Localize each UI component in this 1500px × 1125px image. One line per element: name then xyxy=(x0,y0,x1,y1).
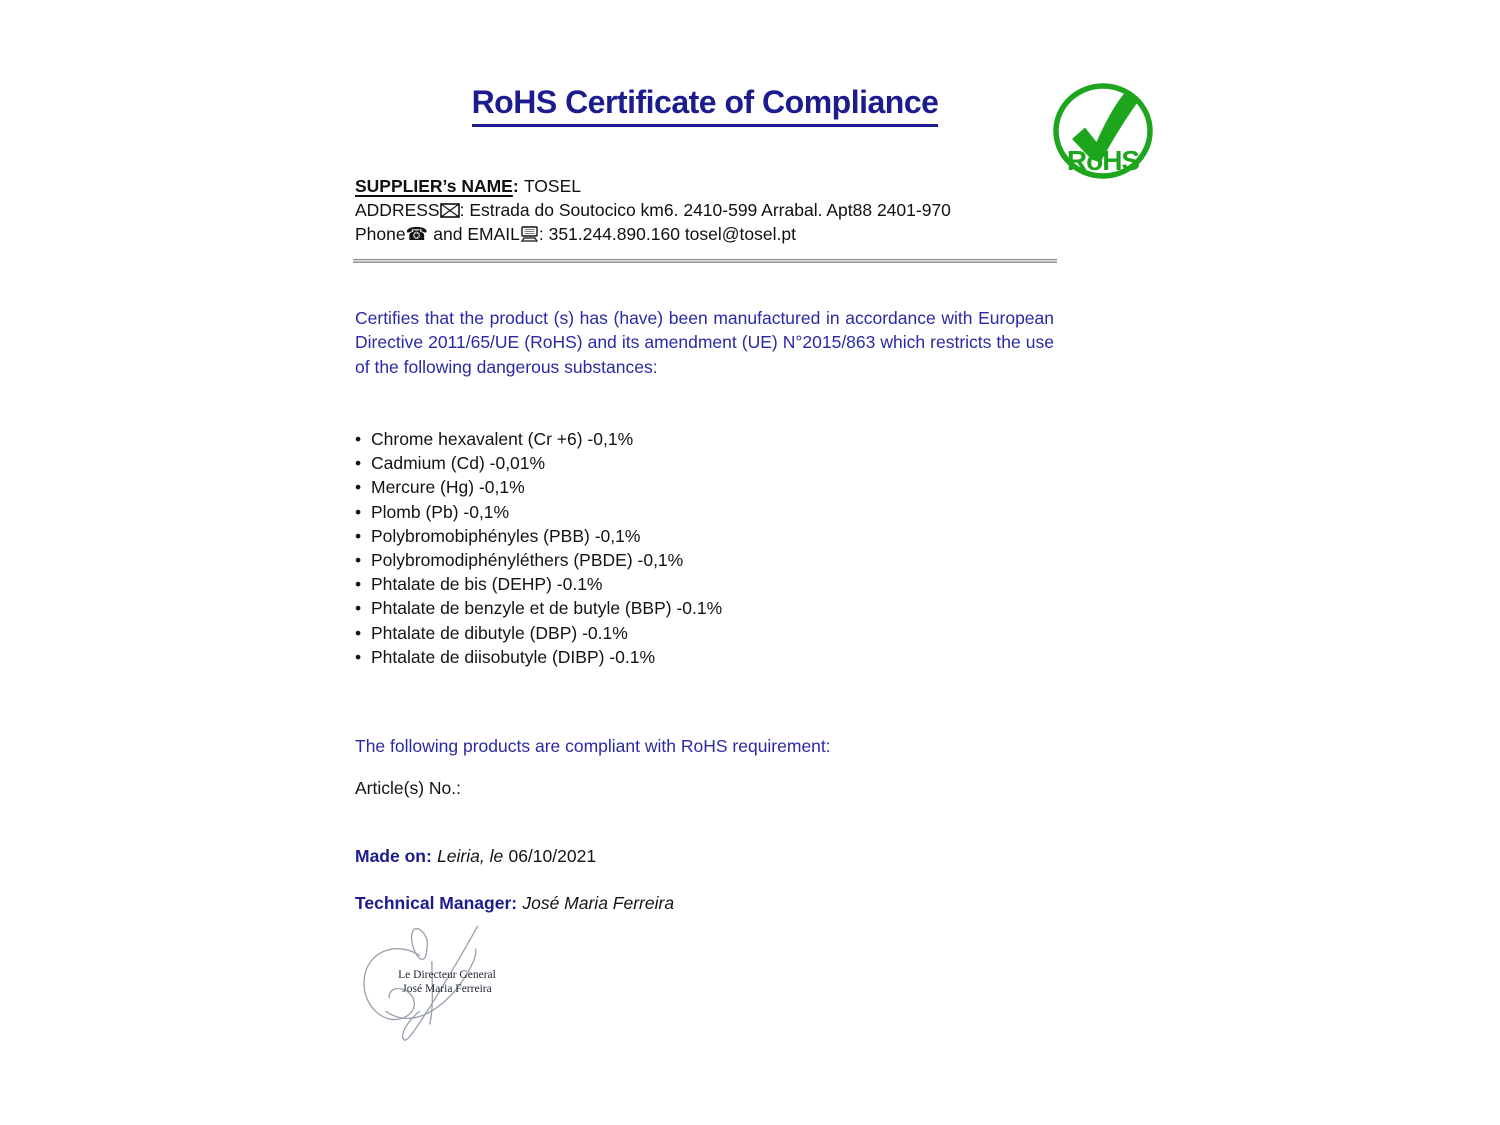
made-on-place: Leiria, le xyxy=(437,846,504,866)
technical-manager-label: Technical Manager: xyxy=(355,893,518,913)
rohs-logo xyxy=(1051,80,1155,182)
supplier-address-line xyxy=(355,198,951,222)
substance-item xyxy=(355,572,722,596)
bullet-glyph: • xyxy=(355,477,362,498)
bullet-glyph: • xyxy=(355,598,362,619)
bullet-glyph: • xyxy=(355,501,362,522)
address-value: : Estrada do Soutocico km6. 2410-599 Arrabal. Apt88 2401-970 xyxy=(459,200,951,220)
substances-list xyxy=(355,427,722,669)
substance-item xyxy=(355,427,722,451)
telephone-icon: ☎ xyxy=(405,224,429,245)
substance-text: Chrome hexavalent (Cr +6) -0,1% xyxy=(371,429,634,449)
substance-text: Phtalate de bis (DEHP) -0.1% xyxy=(371,574,603,595)
substance-text: Phtalate de diisobutyle (DIBP) -0.1% xyxy=(371,646,656,667)
bullet-glyph: • xyxy=(355,453,362,474)
substance-text: Polybromobiphényles (PBB) -0,1% xyxy=(371,525,641,546)
substance-item xyxy=(355,451,722,475)
envelope-icon xyxy=(440,203,460,218)
computer-icon xyxy=(520,226,539,242)
substance-text: Polybromodiphényléthers (PBDE) -0,1% xyxy=(371,550,684,571)
substance-item xyxy=(355,621,722,645)
article-number-label: Article(s) No.: xyxy=(355,778,461,798)
signature-name: José Maria Ferreira xyxy=(402,983,492,995)
substance-item xyxy=(355,645,722,669)
signature-title: Le Directeur General xyxy=(398,969,496,981)
supplier-name-line xyxy=(355,174,951,198)
made-on-label: Made on: xyxy=(355,846,432,866)
substance-item xyxy=(355,596,722,620)
bullet-glyph: • xyxy=(355,574,362,595)
supplier-contact-line xyxy=(355,222,951,247)
supplier-block xyxy=(355,174,951,247)
page-title xyxy=(355,84,1055,127)
rohs-logo-graphic xyxy=(1051,80,1155,182)
substance-text: Mercure (Hg) -0,1% xyxy=(371,477,525,498)
supplier-name-label: SUPPLIER’s NAME xyxy=(355,176,513,196)
made-on-line xyxy=(355,844,596,868)
bullet-glyph: • xyxy=(355,622,362,643)
substance-text: Phtalate de benzyle et de butyle (BBP) -0.1% xyxy=(371,598,723,619)
made-on-date: 06/10/2021 xyxy=(508,846,597,866)
and-email-label: and EMAIL xyxy=(433,224,520,244)
address-label: ADDRESS xyxy=(355,200,440,220)
signature-text xyxy=(387,968,507,996)
contact-value: : 351.244.890.160 tosel@tosel.pt xyxy=(538,224,796,244)
bullet-glyph: • xyxy=(355,550,362,571)
phone-label: Phone xyxy=(355,224,406,244)
bullet-glyph: • xyxy=(355,525,362,546)
substance-text: Plomb (Pb) -0,1% xyxy=(371,501,510,522)
substance-text: Phtalate de dibutyle (DBP) -0.1% xyxy=(371,622,628,643)
technical-manager-line xyxy=(355,891,674,915)
technical-manager-name: José Maria Ferreira xyxy=(522,893,675,913)
section-divider xyxy=(353,259,1057,263)
substance-item xyxy=(355,475,722,499)
page-title-text: RoHS Certificate of Compliance xyxy=(472,84,939,127)
substance-text: Cadmium (Cd) -0,01% xyxy=(371,453,546,474)
substance-item xyxy=(355,524,722,548)
bullet-glyph: • xyxy=(355,429,362,449)
bullet-glyph: • xyxy=(355,646,362,667)
substance-item xyxy=(355,548,722,572)
compliance-statement: The following products are compliant with RoHS requirement: xyxy=(355,736,831,756)
supplier-name-value: TOSEL xyxy=(523,176,582,196)
logo-label: RoHS xyxy=(1066,145,1140,176)
supplier-name-colon: : xyxy=(512,176,519,196)
signature-block xyxy=(355,922,515,1052)
certification-statement: Certifies that the product (s) has (have) been manufactured in accordance with European Directive 2011/65/UE (RoHS) and its amendment (UE) N°2015/863 which restricts the use of the following dangerous substances: xyxy=(355,308,1054,377)
substance-item xyxy=(355,500,722,524)
